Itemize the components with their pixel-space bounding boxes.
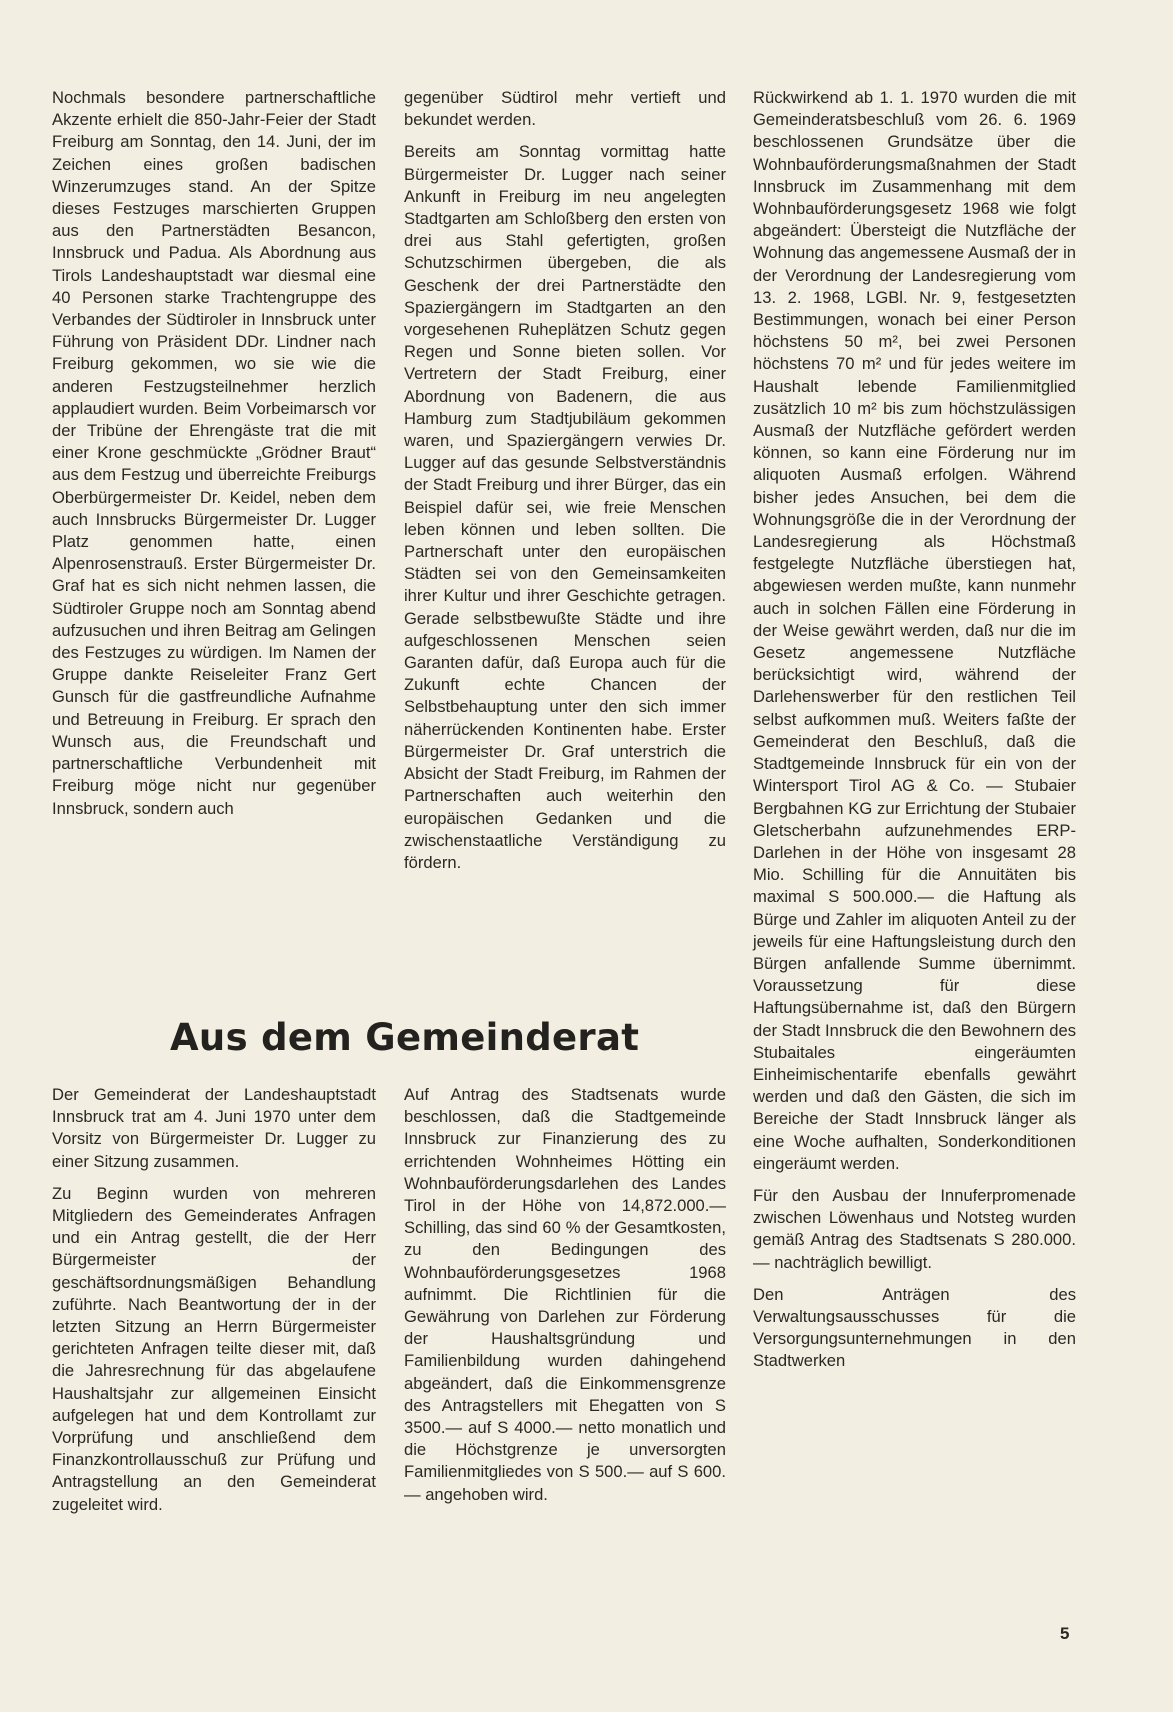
council-column-2 — [404, 1084, 726, 1506]
article-column-1 — [52, 87, 376, 820]
paragraph: Nochmals besondere partnerschaftliche Akzente erhielt die 850-Jahr-Feier der Stadt Freiburg am Sonntag, den 14. Juni, der im Zeichen eines großen badischen Winzerumzuges stand. An der Spitze dieses Festzuges marschierten Gruppen aus den Partnerstädten Besancon, Innsbruck und Padua. Als Abordnung aus Tirols Landeshauptstadt war diesmal eine 40 Personen starke Trachtengruppe des Verbandes der Südtiroler in Innsbruck unter Führung von Präsident DDr. Lindner nach Freiburg gekommen, wo sie wie die anderen Festzugsteilnehmer herzlich applaudiert wurden. Beim Vorbeimarsch vor der Tribüne der Ehrengäste trat die mit einer Krone geschmückte „Grödner Braut“ aus dem Festzug und überreichte Freiburgs Oberbürgermeister Dr. Keidel, neben dem auch Innsbrucks Bürgermeister Dr. Lugger Platz genommen hatte, einen Alpenrosenstrauß. Erster Bürgermeister Dr. Graf hat es sich nicht nehmen lassen, die Südtiroler Gruppe noch am Sonntag abend aufzusuchen und ihren Beitrag am Gelingen des Festzuges zu würdigen. Im Namen der Gruppe dankte Reiseleiter Franz Gert Gunsch für die gastfreundliche Aufnahme und Betreuung in Freiburg. Er sprach den Wunsch aus, die Freundschaft und partnerschaftliche Verbundenheit mit Freiburg möge nicht nur gegenüber Innsbruck, sondern auch — [52, 88, 376, 818]
paragraph: Für den Ausbau der Innuferpromenade zwischen Löwenhaus und Notsteg wurden gemäß Antrag des Stadtsenats S 280.000.— nachträglich bewilligt. — [753, 1185, 1076, 1272]
paragraph: Auf Antrag des Stadtsenats wurde beschlossen, daß die Stadtgemeinde Innsbruck zur Finanzierung des zu errichtenden Wohnheimes Hötting ein Wohnbauförderungsdarlehen des Landes Tirol in der Höhe von 14,872.000.— Schilling, das sind 60 % der Gesamtkosten, zu den Bedingungen des Wohnbauförderungsgesetzes 1968 aufnimmt. Die Richtlinien für die Gewährung von Darlehen zur Förderung der Haushaltsgründung und Familienbildung wurden dahingehend abgeändert, daß die Einkommensgrenze des Antragstellers mit Ehegatten von S 3500.— auf S 4000.— netto monatlich und die Höchstgrenze je unversorgten Familienmitgliedes von S 500.— auf S 600.— angehoben wird. — [404, 1085, 726, 1504]
section-title: Aus dem Gemeinderat — [170, 1016, 640, 1059]
article-column-2 — [404, 87, 726, 874]
paragraph: gegenüber Südtirol mehr vertieft und bekundet werden. — [404, 88, 726, 130]
page-number: 5 — [1060, 1624, 1070, 1643]
article-column-3 — [753, 87, 1076, 1373]
paragraph: Der Gemeinderat der Landeshauptstadt Innsbruck trat am 4. Juni 1970 unter dem Vorsitz von Bürgermeister Dr. Lugger zu einer Sitzung zusammen. — [52, 1085, 376, 1171]
paragraph: Rückwirkend ab 1. 1. 1970 wurden die mit Gemeinderatsbeschluß vom 26. 6. 1969 beschlossenen Grundsätze über die Wohnbauförderungsmaßnahmen der Stadt Innsbruck im Zusammenhang mit dem Wohnbauförderungsgesetz 1968 wie folgt abgeändert: Übersteigt die Nutzfläche der Wohnung das angemessene Ausmaß der in der Verordnung der Landesregierung vom 13. 2. 1968, LGBl. Nr. 9, festgesetzten Bestimmungen, wonach bei einer Person höchstens 50 m², bei zwei Personen höchstens 70 m² und für jedes weitere im Haushalt lebende Familienmitglied zusätzlich 10 m² bis zum höchstzulässigen Ausmaß der Nutzfläche gefördert werden können, so kann eine Förderung nur im aliquoten Ausmaß erfolgen. Während bisher jedes Ansuchen, bei dem die Wohnungsgröße die in der Verordnung der Landesregierung als Höchstmaß festgelegte Nutzfläche überstiegen hat, abgewiesen werden mußte, kann nunmehr auch in solchen Fällen eine Förderung in der Weise gewährt werden, daß nur die im Gesetz angemessene Nutzfläche berücksichtigt wird, während der Darlehenswerber für den restlichen Teil selbst aufkommen muß. Weiters faßte der Gemeinderat den Beschluß, daß die Stadtgemeinde Innsbruck für ein von der Wintersport Tirol AG & Co. — Stubaier Bergbahnen KG zur Errichtung der Stubaier Gletscherbahn aufzunehmendes ERP-Darlehen in der Höhe von insgesamt 28 Mio. Schilling für die Annuitäten bis maximal S 500.000.— die Haftung als Bürge und Zahler im aliquoten Anteil zu der jeweils für eine Haftungsleistung durch den Bürgen anfallende Summe übernimmt. Voraussetzung für diese Haftungsübernahme ist, daß den Bürgern der Stadt Innsbruck die den Bewohnern des Stubaitales eingeräumten Einheimischentarife ebenfalls gewährt werden und daß den Gästen, die sich im Bereiche der Stadt Innsbruck länger als eine Woche aufhalten, Sonderkonditionen eingeräumt werden. — [753, 88, 1076, 1173]
paragraph: Den Anträgen des Verwaltungsausschusses für die Versorgungsunternehmungen in den Stadtwerken — [753, 1284, 1076, 1371]
council-column-1 — [52, 1084, 376, 1516]
paragraph: Bereits am Sonntag vormittag hatte Bürgermeister Dr. Lugger nach seiner Ankunft in Freiburg im neu angelegten Stadtgarten am Schloßberg den ersten von drei aus Stahl gefertigten, großen Schutzschirmen übergeben, die als Geschenk der drei Partnerstädte den Spaziergängern im Stadtgarten an den vorgesehenen Ruheplätzen Schutz gegen Regen und Sonne bieten sollen. Vor Vertretern der Stadt Freiburg, einer Abordnung von Badenern, die aus Hamburg zum Stadtjubiläum gekommen waren, und Spaziergängern verwies Dr. Lugger auf das gesunde Selbstverständnis der Stadt Freiburg und ihrer Bürger, das ein Beispiel dafür sei, wie freie Menschen leben können und leben sollten. Die Partnerschaft unter den europäischen Städten sei von den Gemeinsamkeiten ihrer Kultur und ihrer Geschichte getragen. Gerade selbstbewußte Städte und ihre aufgeschlossenen Menschen seien Garanten dafür, daß Europa auch für die Zukunft echte Chancen der Selbstbehauptung unter den sich immer näherrückenden Kontinenten habe. Erster Bürgermeister Dr. Graf unterstrich die Absicht der Stadt Freiburg, im Rahmen der Partnerschaften auch weiterhin den europäischen Gedanken und die zwischenstaatliche Verständigung zu fördern. — [404, 142, 726, 872]
paragraph: Zu Beginn wurden von mehreren Mitgliedern des Gemeinderates Anfragen und ein Antrag gestellt, die der Herr Bürgermeister der geschäftsordnungsmäßigen Behandlung zuführte. Nach Beantwortung der in der letzten Sitzung an Herrn Bürgermeister gerichteten Anfragen teilte dieser mit, daß die Jahresrechnung für das abgelaufene Haushaltsjahr zur allgemeinen Einsicht aufgelegen hat und dem Kontrollamt zur Vorprüfung und anschließend dem Finanzkontrollausschuß zur Prüfung und Antragstellung an den Gemeinderat zugeleitet wird. — [52, 1183, 376, 1514]
